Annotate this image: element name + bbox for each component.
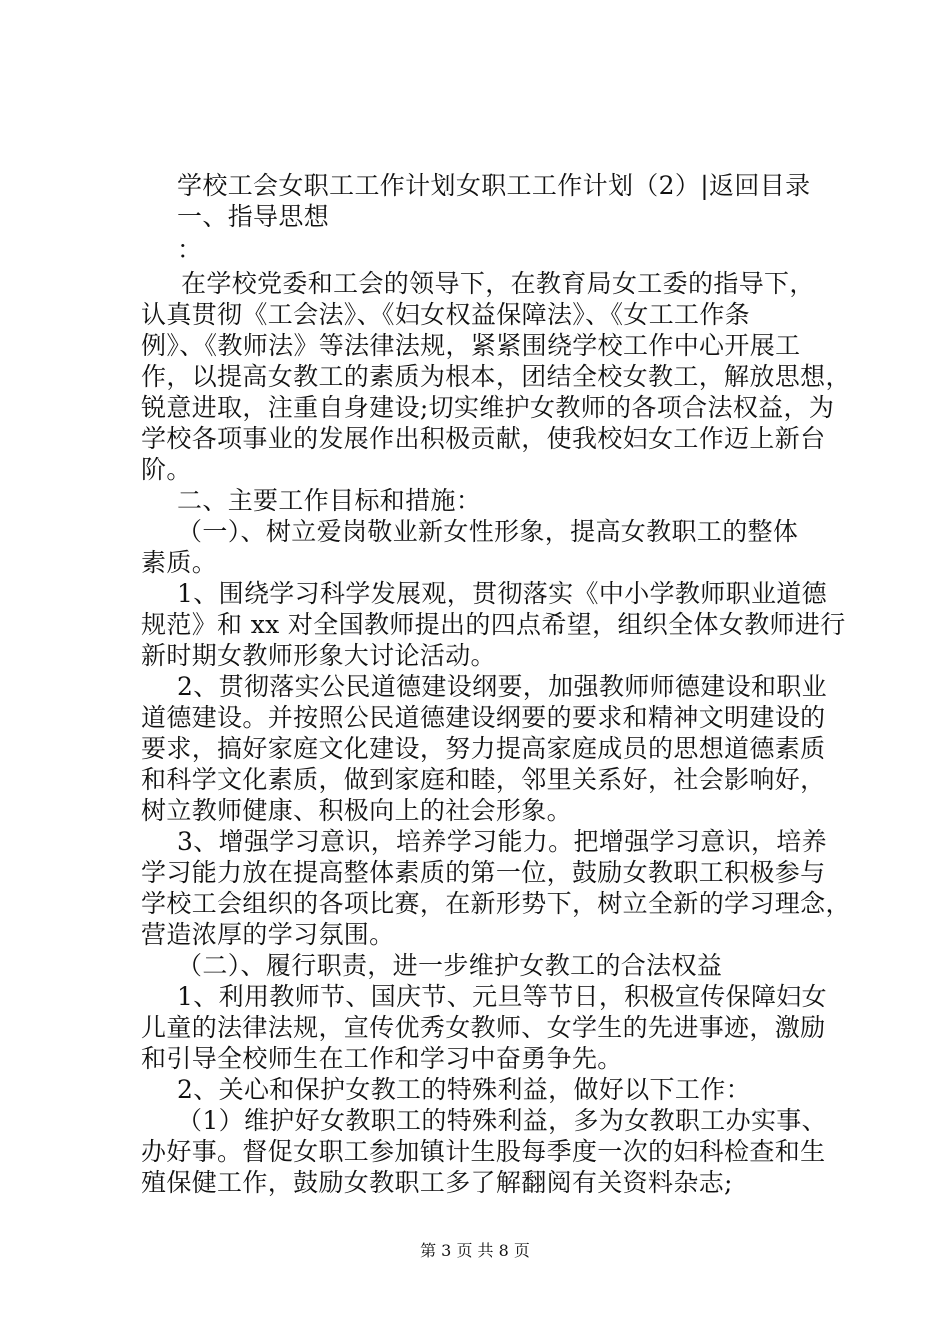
text-line: 儿童的法律法规，宣传优秀女教师、女学生的先进事迹，激励 (141, 1013, 826, 1042)
text-line: 锐意进取，注重自身建设;切实维护女教师的各项合法权益，为 (141, 393, 835, 422)
text-line: 要求，搞好家庭文化建设，努力提高家庭成员的思想道德素质 (141, 734, 826, 763)
text-line: 阶。 (141, 455, 192, 484)
text-line: 规范》和 xx 对全国教师提出的四点希望，组织全体女教师进行 (141, 610, 846, 639)
text-line: 和引导全校师生在工作和学习中奋勇争先。 (141, 1044, 623, 1073)
page-number-label: 第 3 页 共 8 页 (420, 1241, 530, 1260)
text-line: 2、贯彻落实公民道德建设纲要，加强教师师德建设和职业 (177, 672, 828, 701)
document-body (141, 170, 851, 1198)
text-line: 例》、《教师法》等法律法规，紧紧围绕学校工作中心开展工 (141, 331, 801, 360)
text-line: 作，以提高女教工的素质为根本，团结全校女教工，解放思想， (141, 362, 851, 391)
text-line: 在学校党委和工会的领导下，在教育局女工委的指导下， (181, 269, 815, 298)
subsection-heading: （一）、树立爱岗敬业新女性形象，提高女教职工的整体 (177, 517, 799, 546)
text-line: 素质。 (141, 548, 218, 577)
text-line: 1、利用教师节、国庆节、元旦等节日，积极宣传保障妇女 (177, 982, 828, 1011)
page-footer (0, 1240, 950, 1262)
text-line: 营造浓厚的学习氛围。 (141, 920, 395, 949)
text-line: 学校各项事业的发展作出积极贡献，使我校妇女工作迈上新台 (141, 424, 826, 453)
text-line: 殖保健工作，鼓励女教职工多了解翻阅有关资料杂志; (141, 1168, 733, 1197)
text-line: （1）维护好女教职工的特殊利益，多为女教职工办实事、 (177, 1106, 828, 1135)
section-heading: 二、主要工作目标和措施： (177, 486, 482, 515)
text-line: 和科学文化素质，做到家庭和睦，邻里关系好，社会影响好， (141, 765, 826, 794)
document-title-line: 学校工会女职工工作计划女职工工作计划（2）|返回目录 (177, 171, 811, 200)
text-line: 树立教师健康、积极向上的社会形象。 (141, 796, 572, 825)
section-heading: 一、指导思想 (177, 202, 330, 231)
text-line: 2、关心和保护女教工的特殊利益，做好以下工作： (177, 1075, 751, 1104)
text-line: 新时期女教师形象大讨论活动。 (141, 641, 496, 670)
text-line: 道德建设。并按照公民道德建设纲要的要求和精神文明建设的 (141, 703, 826, 732)
text-line: 学习能力放在提高整体素质的第一位，鼓励女教职工积极参与 (141, 858, 826, 887)
text-line: 3、增强学习意识，培养学习能力。把增强学习意识，培养 (177, 827, 828, 856)
text-line: ： (177, 235, 203, 264)
text-line: 办好事。督促女职工参加镇计生股每季度一次的妇科检查和生 (141, 1137, 826, 1166)
text-line: 1、围绕学习科学发展观，贯彻落实《中小学教师职业道德 (177, 579, 828, 608)
text-line: 认真贯彻《工会法》、《妇女权益保障法》、《女工工作条 (141, 300, 751, 329)
text-line: 学校工会组织的各项比赛，在新形势下，树立全新的学习理念， (141, 889, 851, 918)
subsection-heading: （二）、履行职责，进一步维护女教工的合法权益 (177, 951, 723, 980)
